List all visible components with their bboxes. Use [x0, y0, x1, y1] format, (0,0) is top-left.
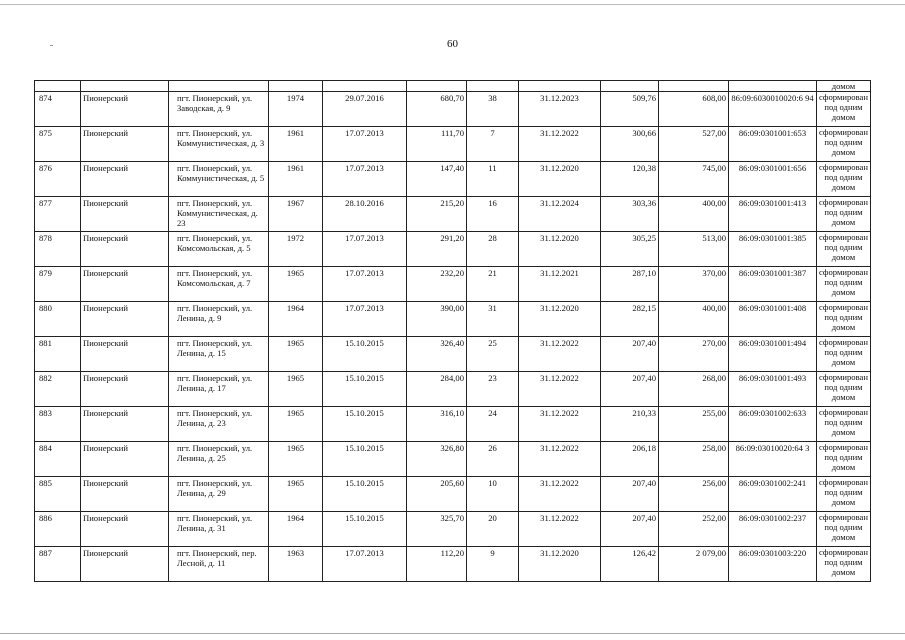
table-row [35, 127, 871, 162]
cell-cadastre: 86:09:0301002:241 [729, 477, 817, 512]
cell-address: пгт. Пионерский, ул. Комсомольская, д. 5 [169, 232, 269, 267]
table-row [35, 477, 871, 512]
cell-residents: 20 [467, 512, 519, 547]
cell-land-area: 400,00 [659, 302, 729, 337]
page-number: 60 [447, 38, 458, 50]
cell-land-status: сформирован под одним домом [817, 232, 871, 267]
cell-settlement: Пионерский [81, 547, 169, 582]
cell-land-area: 258,00 [659, 442, 729, 477]
cell-address: пгт. Пионерский, ул. Коммунистическая, д. 5 [169, 162, 269, 197]
cell-land-area: 608,00 [659, 92, 729, 127]
status-fragment: домом [817, 81, 871, 92]
cell-land-status: сформирован под одним домом [817, 302, 871, 337]
table-row [35, 442, 871, 477]
cell-settlement: Пионерский [81, 477, 169, 512]
cell-cadastre: 86:09:0301001:656 [729, 162, 817, 197]
cell-address: пгт. Пионерский, ул. Ленина, д. 29 [169, 477, 269, 512]
cell-settlement: Пионерский [81, 232, 169, 267]
cell-number: 884 [35, 442, 81, 477]
cell-deadline: 31.12.2020 [519, 232, 601, 267]
cell-cadastre: 86:09:0301002:633 [729, 407, 817, 442]
cell-cadastre: 86:09:0301003:220 [729, 547, 817, 582]
cell-land-area: 252,00 [659, 512, 729, 547]
cell-address: пгт. Пионерский, ул. Коммунистическая, д. 3 [169, 127, 269, 162]
cell-number: 879 [35, 267, 81, 302]
cell-date: 15.10.2015 [323, 442, 407, 477]
cell-cadastre: 86:09:6030010020:6 94 [729, 92, 817, 127]
cell-cadastre: 86:09:0301001:493 [729, 372, 817, 407]
cell-residents: 16 [467, 197, 519, 232]
cell-address: пгт. Пионерский, ул. Ленина, д. 31 [169, 512, 269, 547]
cell-residents: 21 [467, 267, 519, 302]
cell-settlement: Пионерский [81, 302, 169, 337]
cell-residents: 23 [467, 372, 519, 407]
table-row [35, 267, 871, 302]
cell-deadline: 31.12.2022 [519, 337, 601, 372]
cell-land-status: сформирован под одним домом [817, 127, 871, 162]
cell-residents: 24 [467, 407, 519, 442]
cell-year: 1974 [269, 92, 323, 127]
cell-area-resettled: 303,36 [601, 197, 659, 232]
cell-number: 874 [35, 92, 81, 127]
cell-area-resettled: 282,15 [601, 302, 659, 337]
cell-deadline: 31.12.2022 [519, 372, 601, 407]
cell-area-resettled: 207,40 [601, 512, 659, 547]
cell-deadline: 31.12.2022 [519, 512, 601, 547]
cell-year: 1965 [269, 477, 323, 512]
cell-address: пгт. Пионерский, пер. Лесной, д. 11 [169, 547, 269, 582]
cell-number: 882 [35, 372, 81, 407]
cell-residents: 7 [467, 127, 519, 162]
cell-settlement: Пионерский [81, 127, 169, 162]
cell-residents: 9 [467, 547, 519, 582]
cell-cadastre: 86:09:0301001:494 [729, 337, 817, 372]
cell-area-resettled: 206,18 [601, 442, 659, 477]
cell-land-status: сформирован под одним домом [817, 337, 871, 372]
cell-area-resettled: 300,66 [601, 127, 659, 162]
cell-settlement: Пионерский [81, 407, 169, 442]
cell-deadline: 31.12.2020 [519, 162, 601, 197]
cell-land-area: 270,00 [659, 337, 729, 372]
cell-area-resettled: 287,10 [601, 267, 659, 302]
table-body [35, 81, 871, 582]
cell-land-status: сформирован под одним домом [817, 372, 871, 407]
cell-deadline: 31.12.2022 [519, 442, 601, 477]
table-row [35, 512, 871, 547]
cell-address: пгт. Пионерский, ул. Ленина, д. 23 [169, 407, 269, 442]
cell-residents: 11 [467, 162, 519, 197]
table-top-row [35, 81, 871, 92]
cell-area-resettled: 509,76 [601, 92, 659, 127]
cell-settlement: Пионерский [81, 512, 169, 547]
cell-number: 885 [35, 477, 81, 512]
cell-year: 1965 [269, 267, 323, 302]
cell-date: 15.10.2015 [323, 477, 407, 512]
cell-area: 112,20 [407, 547, 467, 582]
cell-area-resettled: 305,25 [601, 232, 659, 267]
cell-area-resettled: 126,42 [601, 547, 659, 582]
cell-number: 887 [35, 547, 81, 582]
cell-settlement: Пионерский [81, 372, 169, 407]
cell-year: 1961 [269, 127, 323, 162]
table-row [35, 302, 871, 337]
scan-edge-bottom [0, 633, 905, 634]
cell-deadline: 31.12.2021 [519, 267, 601, 302]
cell-residents: 31 [467, 302, 519, 337]
table-row [35, 232, 871, 267]
cell-settlement: Пионерский [81, 162, 169, 197]
cell-area: 326,80 [407, 442, 467, 477]
table-row [35, 92, 871, 127]
cell-year: 1965 [269, 337, 323, 372]
cell-settlement: Пионерский [81, 267, 169, 302]
cell-settlement: Пионерский [81, 92, 169, 127]
cell-land-status: сформирован под одним домом [817, 162, 871, 197]
cell-deadline: 31.12.2023 [519, 92, 601, 127]
cell-area: 111,70 [407, 127, 467, 162]
cell-deadline: 31.12.2020 [519, 302, 601, 337]
cell-area-resettled: 207,40 [601, 337, 659, 372]
cell-land-status: сформирован под одним домом [817, 547, 871, 582]
cell-number: 883 [35, 407, 81, 442]
cell-land-status: сформирован под одним домом [817, 407, 871, 442]
cell-residents: 28 [467, 232, 519, 267]
cell-area: 291,20 [407, 232, 467, 267]
cell-land-area: 745,00 [659, 162, 729, 197]
cell-land-area: 527,00 [659, 127, 729, 162]
cell-land-status: сформирован под одним домом [817, 267, 871, 302]
cell-year: 1965 [269, 372, 323, 407]
cell-residents: 25 [467, 337, 519, 372]
cell-address: пгт. Пионерский, ул. Комсомольская, д. 7 [169, 267, 269, 302]
cell-number: 886 [35, 512, 81, 547]
cell-deadline: 31.12.2024 [519, 197, 601, 232]
cell-deadline: 31.12.2022 [519, 127, 601, 162]
cell-year: 1964 [269, 302, 323, 337]
cell-number: 880 [35, 302, 81, 337]
cell-settlement: Пионерский [81, 337, 169, 372]
cell-cadastre: 86:09:0301001:385 [729, 232, 817, 267]
scan-edge-top [0, 4, 905, 5]
cell-land-area: 268,00 [659, 372, 729, 407]
cell-settlement: Пионерский [81, 197, 169, 232]
cell-settlement: Пионерский [81, 442, 169, 477]
cell-land-area: 256,00 [659, 477, 729, 512]
cell-date: 17.07.2013 [323, 267, 407, 302]
housing-table [34, 80, 871, 582]
cell-land-area: 513,00 [659, 232, 729, 267]
cell-cadastre: 86:09:0301001:653 [729, 127, 817, 162]
cell-date: 17.07.2013 [323, 162, 407, 197]
table-row [35, 547, 871, 582]
cell-area: 390,00 [407, 302, 467, 337]
cell-number: 875 [35, 127, 81, 162]
table-row [35, 407, 871, 442]
cell-year: 1967 [269, 197, 323, 232]
table-row [35, 337, 871, 372]
cell-number: 881 [35, 337, 81, 372]
cell-area-resettled: 207,40 [601, 372, 659, 407]
cell-year: 1961 [269, 162, 323, 197]
cell-year: 1963 [269, 547, 323, 582]
table-row [35, 162, 871, 197]
cell-cadastre: 86:09:0301001:387 [729, 267, 817, 302]
cell-cadastre: 86:09:0301001:413 [729, 197, 817, 232]
cell-date: 17.07.2013 [323, 232, 407, 267]
cell-land-status: сформирован под одним домом [817, 477, 871, 512]
cell-area: 325,70 [407, 512, 467, 547]
cell-deadline: 31.12.2022 [519, 477, 601, 512]
cell-date: 29.07.2016 [323, 92, 407, 127]
cell-area: 215,20 [407, 197, 467, 232]
table-row [35, 372, 871, 407]
cell-land-area: 370,00 [659, 267, 729, 302]
cell-area: 316,10 [407, 407, 467, 442]
cell-address: пгт. Пионерский, ул. Заводская, д. 9 [169, 92, 269, 127]
cell-land-status: сформирован под одним домом [817, 92, 871, 127]
cell-land-area: 2 079,00 [659, 547, 729, 582]
cell-residents: 26 [467, 442, 519, 477]
cell-number: 876 [35, 162, 81, 197]
cell-address: пгт. Пионерский, ул. Ленина, д. 15 [169, 337, 269, 372]
cell-year: 1972 [269, 232, 323, 267]
cell-land-status: сформирован под одним домом [817, 442, 871, 477]
cell-address: пгт. Пионерский, ул. Коммунистическая, д. 23 [169, 197, 269, 232]
cell-year: 1964 [269, 512, 323, 547]
cell-area-resettled: 207,40 [601, 477, 659, 512]
cell-deadline: 31.12.2022 [519, 407, 601, 442]
cell-date: 17.07.2013 [323, 127, 407, 162]
cell-area: 205,60 [407, 477, 467, 512]
cell-cadastre: 86:09:03010020:64 3 [729, 442, 817, 477]
cell-year: 1965 [269, 442, 323, 477]
cell-address: пгт. Пионерский, ул. Ленина, д. 17 [169, 372, 269, 407]
cell-number: 878 [35, 232, 81, 267]
cell-date: 17.07.2013 [323, 547, 407, 582]
cell-area: 680,70 [407, 92, 467, 127]
cell-date: 15.10.2015 [323, 407, 407, 442]
cell-area-resettled: 120,38 [601, 162, 659, 197]
cell-land-area: 400,00 [659, 197, 729, 232]
cell-land-status: сформирован под одним домом [817, 197, 871, 232]
cell-residents: 10 [467, 477, 519, 512]
cell-address: пгт. Пионерский, ул. Ленина, д. 9 [169, 302, 269, 337]
cell-date: 17.07.2013 [323, 302, 407, 337]
cell-number: 877 [35, 197, 81, 232]
cell-address: пгт. Пионерский, ул. Ленина, д. 25 [169, 442, 269, 477]
cell-date: 28.10.2016 [323, 197, 407, 232]
cell-date: 15.10.2015 [323, 372, 407, 407]
cell-land-area: 255,00 [659, 407, 729, 442]
cell-area-resettled: 210,33 [601, 407, 659, 442]
cell-land-status: сформирован под одним домом [817, 512, 871, 547]
cell-cadastre: 86:09:0301002:237 [729, 512, 817, 547]
cell-residents: 38 [467, 92, 519, 127]
table-row [35, 197, 871, 232]
cell-cadastre: 86:09:0301001:408 [729, 302, 817, 337]
cell-deadline: 31.12.2020 [519, 547, 601, 582]
cell-area: 147,40 [407, 162, 467, 197]
cell-year: 1965 [269, 407, 323, 442]
cell-area: 326,40 [407, 337, 467, 372]
cell-area: 232,20 [407, 267, 467, 302]
cell-date: 15.10.2015 [323, 337, 407, 372]
cell-date: 15.10.2015 [323, 512, 407, 547]
cell-area: 284,00 [407, 372, 467, 407]
